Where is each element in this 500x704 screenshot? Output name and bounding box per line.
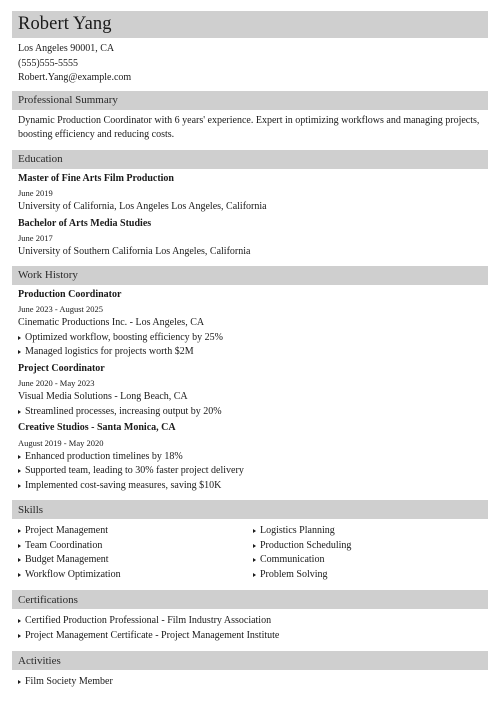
contact-address: Los Angeles 90001, CA: [18, 43, 115, 54]
section-header-summary: Professional Summary: [12, 91, 488, 110]
section-header-education: Education: [12, 150, 488, 169]
job-entry: [18, 362, 488, 420]
section-header-certifications: Certifications: [12, 590, 488, 609]
bullet-icon: [253, 544, 256, 548]
skill-item: Budget Management: [18, 553, 253, 568]
skill-item: Communication: [253, 553, 488, 568]
education-entry: [18, 217, 488, 260]
education-entry: [18, 172, 488, 215]
skill-item: Workflow Optimization: [18, 568, 253, 583]
list-item: Enhanced production timelines by 18%: [18, 450, 488, 465]
job-bullets: [18, 450, 488, 494]
bullet-icon: [18, 634, 21, 638]
skills-section: [12, 524, 488, 582]
list-item: Managed logistics for projects worth $2M: [18, 345, 488, 360]
list-item: Streamlined processes, increasing output by 20%: [18, 405, 488, 420]
skill-item: Team Coordination: [18, 539, 253, 554]
education-school: University of Southern California Los Angeles, California: [18, 246, 251, 257]
bullet-icon: [253, 558, 256, 562]
job-title: Creative Studios - Santa Monica, CA: [18, 422, 176, 433]
job-date: August 2019 - May 2020: [18, 437, 104, 448]
education-date: June 2019: [18, 188, 53, 198]
education-date: June 2017: [18, 233, 53, 243]
contact-email[interactable]: Robert.Yang@example.com: [18, 72, 132, 83]
bullet-icon: [18, 544, 21, 548]
job-company: Visual Media Solutions - Long Beach, CA: [18, 391, 188, 402]
certification-item: Certified Production Professional - Film Industry Association: [18, 614, 488, 629]
education-school: University of California, Los Angeles Los Angeles, California: [18, 201, 267, 212]
skill-item: Problem Solving: [253, 568, 488, 583]
candidate-name: Robert Yang: [18, 14, 112, 35]
job-title: Project Coordinator: [18, 362, 105, 374]
skill-item: Logistics Planning: [253, 524, 488, 539]
list-item: Supported team, leading to 30% faster project delivery: [18, 464, 488, 479]
summary-text: Dynamic Production Coordinator with 6 years' experience. Expert in optimizing workflows and managing projects, boosting efficiency and reducing costs.: [18, 114, 480, 140]
education-degree: Bachelor of Arts Media Studies: [18, 217, 152, 229]
skills-column-left: [18, 524, 253, 582]
section-header-work-history: Work History: [12, 266, 488, 285]
job-company: Cinematic Productions Inc. - Los Angeles, CA: [18, 317, 205, 328]
job-title: Production Coordinator: [18, 288, 122, 300]
education-degree: Master of Fine Arts Film Production: [18, 172, 174, 184]
job-date: June 2023 - August 2025: [18, 304, 103, 314]
certifications-section: [12, 614, 488, 643]
job-entry: [18, 421, 488, 493]
contact-phone: (555)555-5555: [18, 57, 78, 69]
bullet-icon: [18, 455, 21, 459]
bullet-icon: [18, 350, 21, 354]
bullet-icon: [18, 484, 21, 488]
list-item: Implemented cost-saving measures, saving $10K: [18, 479, 488, 494]
section-header-skills: Skills: [12, 500, 488, 519]
name-bar: [12, 11, 488, 38]
summary-section: [12, 114, 488, 143]
skill-item: Production Scheduling: [253, 539, 488, 554]
education-section: [12, 172, 488, 260]
bullet-icon: [18, 573, 21, 577]
section-header-activities: Activities: [12, 651, 488, 670]
bullet-icon: [18, 469, 21, 473]
certification-item: Project Management Certificate - Project Management Institute: [18, 629, 488, 644]
skills-column-right: [253, 524, 488, 582]
certifications-list: [18, 614, 488, 643]
list-item: Optimized workflow, boosting efficiency by 25%: [18, 331, 488, 346]
bullet-icon: [253, 573, 256, 577]
job-bullets: [18, 331, 488, 360]
work-history-section: [12, 288, 488, 494]
contact-info: [12, 42, 488, 86]
job-entry: [18, 288, 488, 360]
bullet-icon: [18, 619, 21, 623]
skill-item: Project Management: [18, 524, 253, 539]
activities-section: [12, 675, 488, 690]
bullet-icon: [18, 680, 21, 684]
job-bullets: [18, 405, 488, 420]
activities-list: [18, 675, 488, 690]
bullet-icon: [18, 336, 21, 340]
activity-item: Film Society Member: [18, 675, 488, 690]
bullet-icon: [18, 558, 21, 562]
bullet-icon: [18, 410, 21, 414]
bullet-icon: [253, 529, 256, 533]
job-date: June 2020 - May 2023: [18, 378, 95, 388]
bullet-icon: [18, 529, 21, 533]
